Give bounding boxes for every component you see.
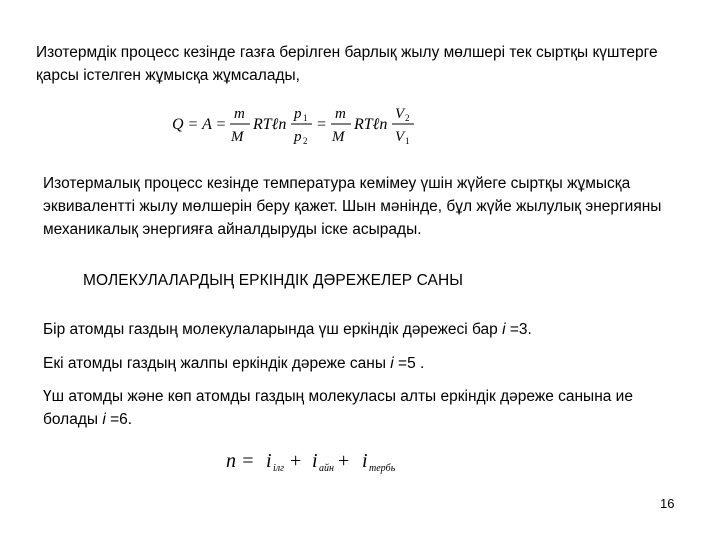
- line-polyatomic-text: Үш атомды және көп атомды газдың молекуласы алты еркіндік дәреже санына ие болады: [43, 388, 633, 428]
- formula-degrees-of-freedom: [226, 441, 426, 481]
- formula-p1-sub: 1: [303, 113, 308, 123]
- formula-p2: p: [294, 129, 302, 145]
- formula-rtln-2: RTℓn: [354, 116, 388, 133]
- formula-isothermal-work: [172, 102, 432, 148]
- line-diatomic-text: Екі атомды газдың жалпы еркіндік дәреже саны: [43, 355, 391, 372]
- formula-v1-sub: 1: [405, 136, 410, 146]
- formula-m-numerator-2: m: [335, 106, 346, 122]
- formula-M-denominator: M: [231, 129, 244, 145]
- formula-p2-sub: 2: [303, 136, 308, 146]
- formula-plus-1: +: [290, 450, 302, 472]
- line-monatomic-gas: [43, 318, 532, 341]
- line-polyatomic-value: =6.: [105, 411, 133, 428]
- line-polyatomic-var: i: [102, 411, 106, 428]
- line-diatomic-gas: [43, 352, 424, 375]
- formula-n: n =: [226, 450, 255, 472]
- formula-lhs: Q = A =: [172, 116, 227, 133]
- formula-i-vibrational: i: [362, 450, 368, 472]
- page-number: 16: [660, 496, 675, 511]
- paragraph-isothermal-process: Изотермалық процесс кезінде температура кемімеу үшін жүйеге сыртқы жұмысқа эквивалентті жылу мөлшерін беру қажет. Шын мәнінде, бұл жүйе жылулық энергияны механикалық энергияға айналдыруды іске асырады.: [43, 175, 662, 238]
- paragraph-isothermal-heat: Изотермдік процесс кезінде газға берілген барлық жылу мөлшері тек сыртқы күштерге қарсы істелген жұмысқа жұмсалады,: [36, 44, 658, 84]
- formula-m-numerator: m: [234, 106, 245, 122]
- formula-sub-vibrational: тербь: [369, 463, 396, 474]
- line-diatomic-var: i: [390, 355, 394, 372]
- line-polyatomic-gas: [43, 385, 683, 431]
- formula-v1: V: [395, 129, 405, 145]
- formula-rtln: RTℓn: [253, 116, 287, 133]
- line-monatomic-value: =3.: [505, 321, 532, 338]
- formula-plus-2: +: [338, 450, 350, 472]
- line-monatomic-var: i: [502, 321, 506, 338]
- section-heading: МОЛЕКУЛАЛАРДЫҢ ЕРКІНДІК ДӘРЕЖЕЛЕР САНЫ: [83, 272, 464, 289]
- formula-sub-rotational: айн: [319, 463, 334, 474]
- line-monatomic-text: Бір атомды газдың молекулаларында үш еркіндік дәрежесі бар: [43, 321, 503, 338]
- formula-sub-translational: ілг: [273, 463, 285, 474]
- line-diatomic-value: =5 .: [393, 355, 425, 372]
- formula-v2-sub: 2: [405, 113, 410, 123]
- formula-equals: =: [317, 116, 327, 133]
- formula-M-denominator-2: M: [332, 129, 345, 145]
- formula-p1: p: [294, 106, 302, 122]
- formula-v2: V: [395, 106, 405, 122]
- formula-i-rotational: i: [312, 450, 318, 472]
- formula-i-translational: i: [266, 450, 272, 472]
